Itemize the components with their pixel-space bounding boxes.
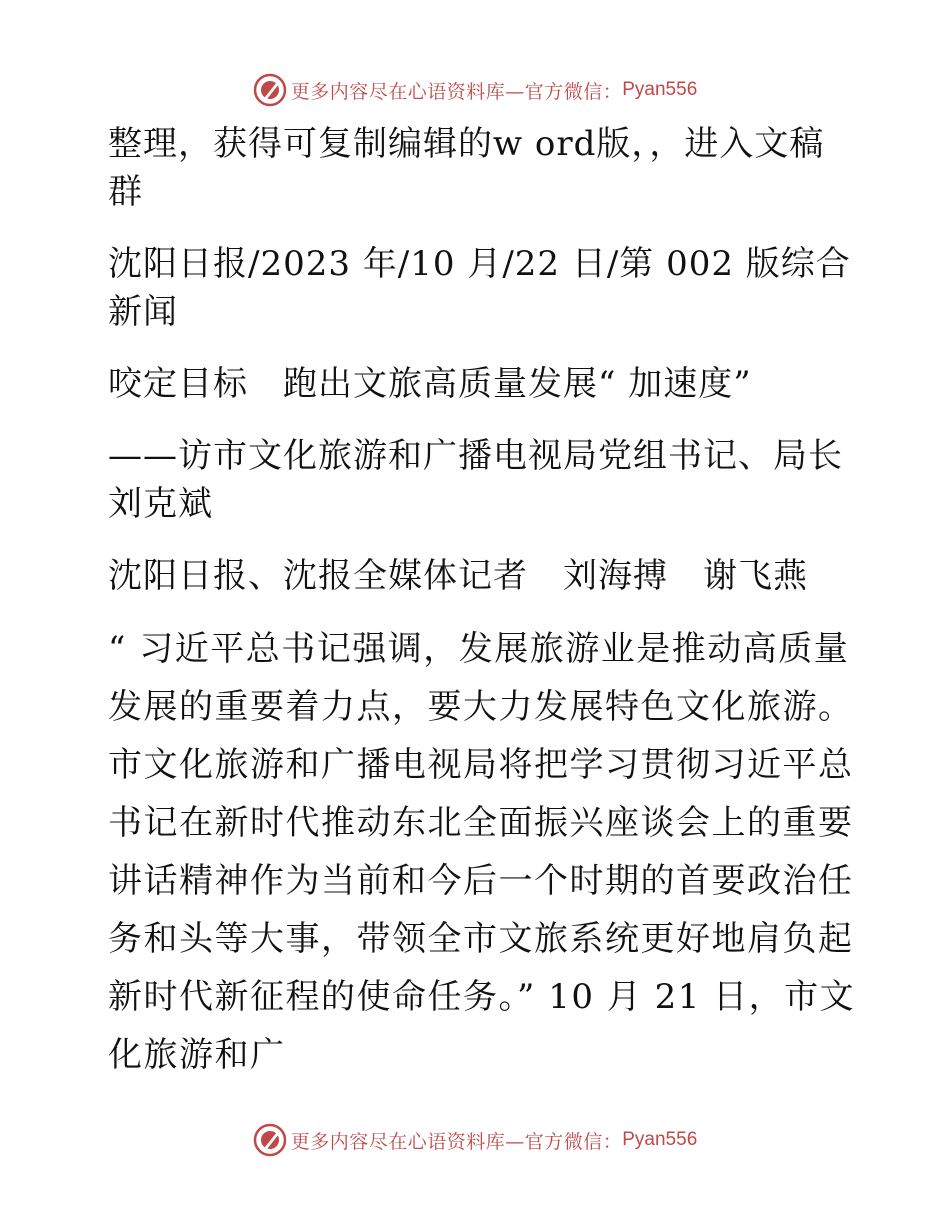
source-line: 沈阳日报/2023 年/10 月/22 日/第 002 版综合新闻 — [108, 244, 851, 332]
pen-logo-icon — [253, 1123, 287, 1157]
document-content — [96, 120, 856, 1084]
body-paragraph: “ 习近平总书记强调，发展旅游业是推动高质量发展的重要着力点，要大力发展特色文化旅游。市文化旅游和广播电视局将把学习贯彻习近平总书记在新时代推动东北全面振兴座谈会上的重要讲话精神作为当前和今后一个时期的首要政治任务和头等大事，带领全市文旅系统更好地肩负起新时代新征程的使命任务。” 10 月 21 日，市文化旅游和广 — [108, 629, 856, 1075]
byline: 沈阳日报、沈报全媒体记者 刘海搏 谢飞燕 — [108, 556, 808, 596]
intro-line: 整理，获得可复制编辑的w ord版，，进入文稿群 — [108, 124, 825, 212]
article-subtitle: ——访市文化旅游和广播电视局党组书记、局长刘克斌 — [108, 436, 843, 524]
footer-watermark — [0, 1120, 950, 1160]
watermark-text: 更多内容尽在心语资料库—官方微信： — [290, 1130, 623, 1153]
article-title: 咬定目标 跑出文旅高质量发展“ 加速度” — [108, 364, 752, 404]
watermark-wechat-id: Pyan556 — [622, 79, 698, 100]
watermark-wechat-id: Pyan556 — [622, 1129, 698, 1150]
header-watermark — [0, 70, 950, 110]
pen-logo-icon — [253, 73, 287, 107]
watermark-text: 更多内容尽在心语资料库—官方微信： — [290, 80, 623, 103]
